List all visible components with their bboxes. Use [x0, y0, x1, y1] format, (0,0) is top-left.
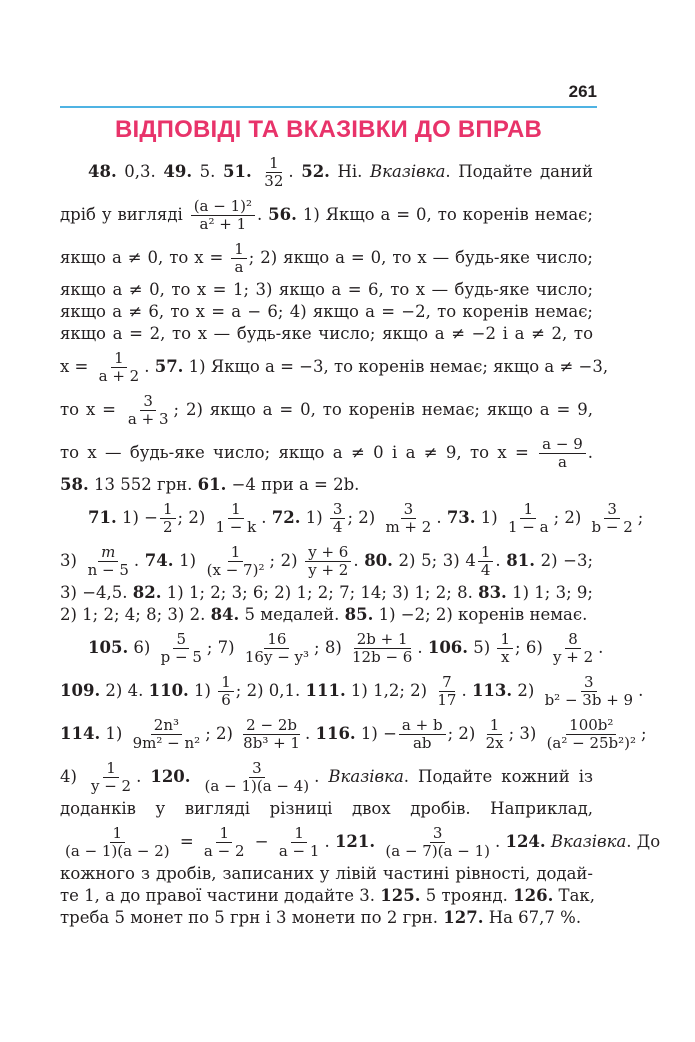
fraction: $\frac{2 - 2b}{\text{8b³ + 1}}$: [243, 716, 300, 752]
text-line: кожного з дробів, записаних у лівій частині рівності, додай-: [60, 864, 593, 883]
fraction: $\frac{3}{(a - 1)(a - 4)}$: [204, 759, 310, 795]
fraction: $\frac{1}{32}$: [264, 154, 284, 190]
fraction: $\frac{\text{2n³}}{\text{9m² − n²}}$: [132, 716, 201, 752]
text-line: 58. 13 552 грн. 61. −4 при a = 2b.: [60, 475, 360, 494]
text-line: x = $\frac{1}{a + 2}$ . 57. 1) Якщо a = −3, то коренів немає; якщо a ≠ −3,: [60, 349, 609, 385]
fraction: $\frac{3}{b - 2}$: [591, 500, 633, 536]
fraction: $\frac{\text{100b²}}{\text{(a² − 25b²)²}}$: [546, 716, 637, 752]
text-line: 48. 0,3. 49. 5. 51. $\frac{1}{32}$ . 52. Ні. Вказівка. Подайте даний: [88, 154, 594, 190]
fraction: $\frac{7}{17}$: [437, 673, 457, 709]
fraction: $\frac{3}{m + 2}$: [385, 500, 432, 536]
text-line: 4) $\frac{1}{y - 2}$ . 120. $\frac{3}{(a - 1)(a - 4)}$ . Вказівка. Подайте кожний із: [60, 759, 593, 795]
text-line: 3) −4,5. 82. 1) 1; 2; 3; 6; 2) 1; 2; 7; 14; 3) 1; 2; 8. 83. 1) 1; 3; 9;: [60, 583, 593, 602]
fraction: $\frac{8}{y + 2}$: [553, 630, 594, 666]
fraction: $\frac{1}{x}$: [497, 631, 513, 666]
fraction: $\frac{\text{(a − 1)²}}{\text{a² + 1}}$: [191, 198, 255, 233]
fraction: $\frac{1}{a}$: [231, 241, 247, 276]
text-line: треба 5 монет по 5 грн і 3 монети по 2 грн. 127. На 67,7 %.: [60, 908, 582, 927]
fraction: $\frac{1}{4}$: [478, 544, 494, 579]
header-rule: [60, 106, 597, 108]
fraction: $\frac{1}{\text{(x − 7)²}}$: [206, 543, 265, 579]
text-line: якщо a ≠ 0, то x = 1; 3) якщо a = 6, то x — будь-яке число;: [60, 280, 593, 299]
text-line: 109. 2) 4. 110. 1) $\frac{1}{6}$ ; 2) 0,1. 111. 1) 1,2; 2) $\frac{7}{17}$ . 113. 2) $\frac{3}{\text{b² − 3b + 9}}$ .: [60, 673, 644, 709]
text-line: то x — будь-яке число; якщо a ≠ 0 і a ≠ 9, то x = $\frac{a - 9}{a}$ .: [60, 435, 593, 471]
paragraph: [60, 626, 661, 929]
page-title: ВІДПОВІДІ ТА ВКАЗІВКИ ДО ВПРАВ: [114, 116, 543, 143]
text-line: якщо a = 2, то x — будь-яке число; якщо a ≠ −2 і a ≠ 2, то: [60, 324, 593, 343]
fraction: $\frac{a - 9}{a}$: [539, 436, 586, 471]
fraction: $\frac{1}{1 - k}$: [215, 500, 257, 536]
fraction: $\frac{1}{2x}$: [485, 716, 504, 752]
fraction: $\frac{5}{p - 5}$: [160, 630, 202, 666]
text-line: доданків у вигляді різниці двох дробів. Наприклад,: [60, 799, 593, 818]
text-line: 2) 1; 2; 4; 8; 3) 2. 84. 5 медалей. 85. 1) −2; 2) коренів немає.: [60, 605, 588, 624]
paragraph: [60, 496, 644, 626]
fraction: $\frac{m}{n - 5}$: [87, 543, 129, 579]
paragraph: [60, 150, 609, 496]
text-line: якщо a ≠ 6, то x = a − 6; 4) якщо a = −2, то коренів немає;: [60, 302, 593, 321]
text-line: якщо a ≠ 0, то x = $\frac{1}{a}$ ; 2) якщо a = 0, то x — будь-яке число;: [60, 240, 593, 276]
fraction: $\frac{2b + 1}{12b - 6}$: [352, 630, 413, 666]
fraction: $\frac{1}{a - 2}$: [203, 824, 245, 860]
text-line: 105. 6) $\frac{5}{p - 5}$ ; 7) $\frac{16}{\text{16y − y³}}$ ; 8) $\frac{2b + 1}{12b - 6}$ . 106. 5) $\frac{1}{x}$ ; 6) $\frac{8}{y + 2}$ .: [88, 630, 604, 666]
fraction: $\frac{3}{a + 3}$: [127, 392, 169, 428]
fraction: $\frac{1}{a - 1}$: [278, 824, 320, 860]
fraction: $\frac{16}{\text{16y − y³}}$: [244, 630, 310, 666]
text-line: $\frac{1}{(a - 1)(a - 2)}$ = $\frac{1}{a - 2}$ − $\frac{1}{a - 1}$ . 121. $\frac{3}{(a - 7)(a - 1)}$ . 124. Вказівка. До: [60, 820, 593, 863]
fraction: $\frac{1}{6}$: [218, 674, 234, 709]
fraction: $\frac{1}{(a - 1)(a - 2)}$: [65, 824, 170, 860]
fraction: $\frac{3}{(a - 7)(a - 1)}$: [385, 824, 490, 860]
answers-text: [60, 150, 661, 929]
text-line: дріб у вигляді $\frac{\text{(a − 1)²}}{\text{a² + 1}}$ . 56. 1) Якщо a = 0, то коренів немає;: [60, 197, 593, 233]
text-line: те 1, а до правої частини додайте 3. 125. 5 троянд. 126. Так,: [60, 886, 595, 905]
text-line: 114. 1) $\frac{\text{2n³}}{\text{9m² − n²}}$ ; 2) $\frac{2 - 2b}{\text{8b³ + 1}}$ . 116. 1) − $\frac{a + b}{ab}$ ; 2) $\frac{1}{2x}$ ; 3) $\frac{\text{100b²}}{\text{(a² − 25b²)²}}$ ;: [60, 716, 647, 752]
text-line: 71. 1) − $\frac{1}{2}$ ; 2) $\frac{1}{1 - k}$ . 72. 1) $\frac{3}{4}$ ; 2) $\frac{3}{m + 2}$ . 73. 1) $\frac{1}{1 - a}$ ; 2) $\frac{3}{b - 2}$ ;: [88, 500, 644, 536]
fraction: $\frac{1}{1 - a}$: [507, 500, 549, 536]
fraction: $\frac{3}{\text{b² − 3b + 9}}$: [544, 673, 634, 709]
fraction: $\frac{1}{2}$: [160, 501, 176, 536]
fraction: $\frac{y + 6}{y + 2}$: [305, 544, 351, 579]
fraction: $\frac{a + b}{ab}$: [399, 717, 446, 752]
fraction: $\frac{1}{y - 2}$: [90, 759, 132, 795]
text-line: 3) $\frac{m}{n - 5}$ . 74. 1) $\frac{1}{\text{(x − 7)²}}$ ; 2) $\frac{y + 6}{y + 2}$ . 80. 2) 5; 3) 4 $\frac{1}{4}$ . 81. 2) −3;: [60, 543, 594, 579]
text-line: то x = $\frac{3}{a + 3}$ ; 2) якщо a = 0, то коренів немає; якщо a = 9,: [60, 392, 593, 428]
fraction: $\frac{3}{4}$: [330, 501, 346, 536]
page-number: 261: [568, 82, 597, 101]
fraction: $\frac{1}{a + 2}$: [98, 349, 140, 385]
